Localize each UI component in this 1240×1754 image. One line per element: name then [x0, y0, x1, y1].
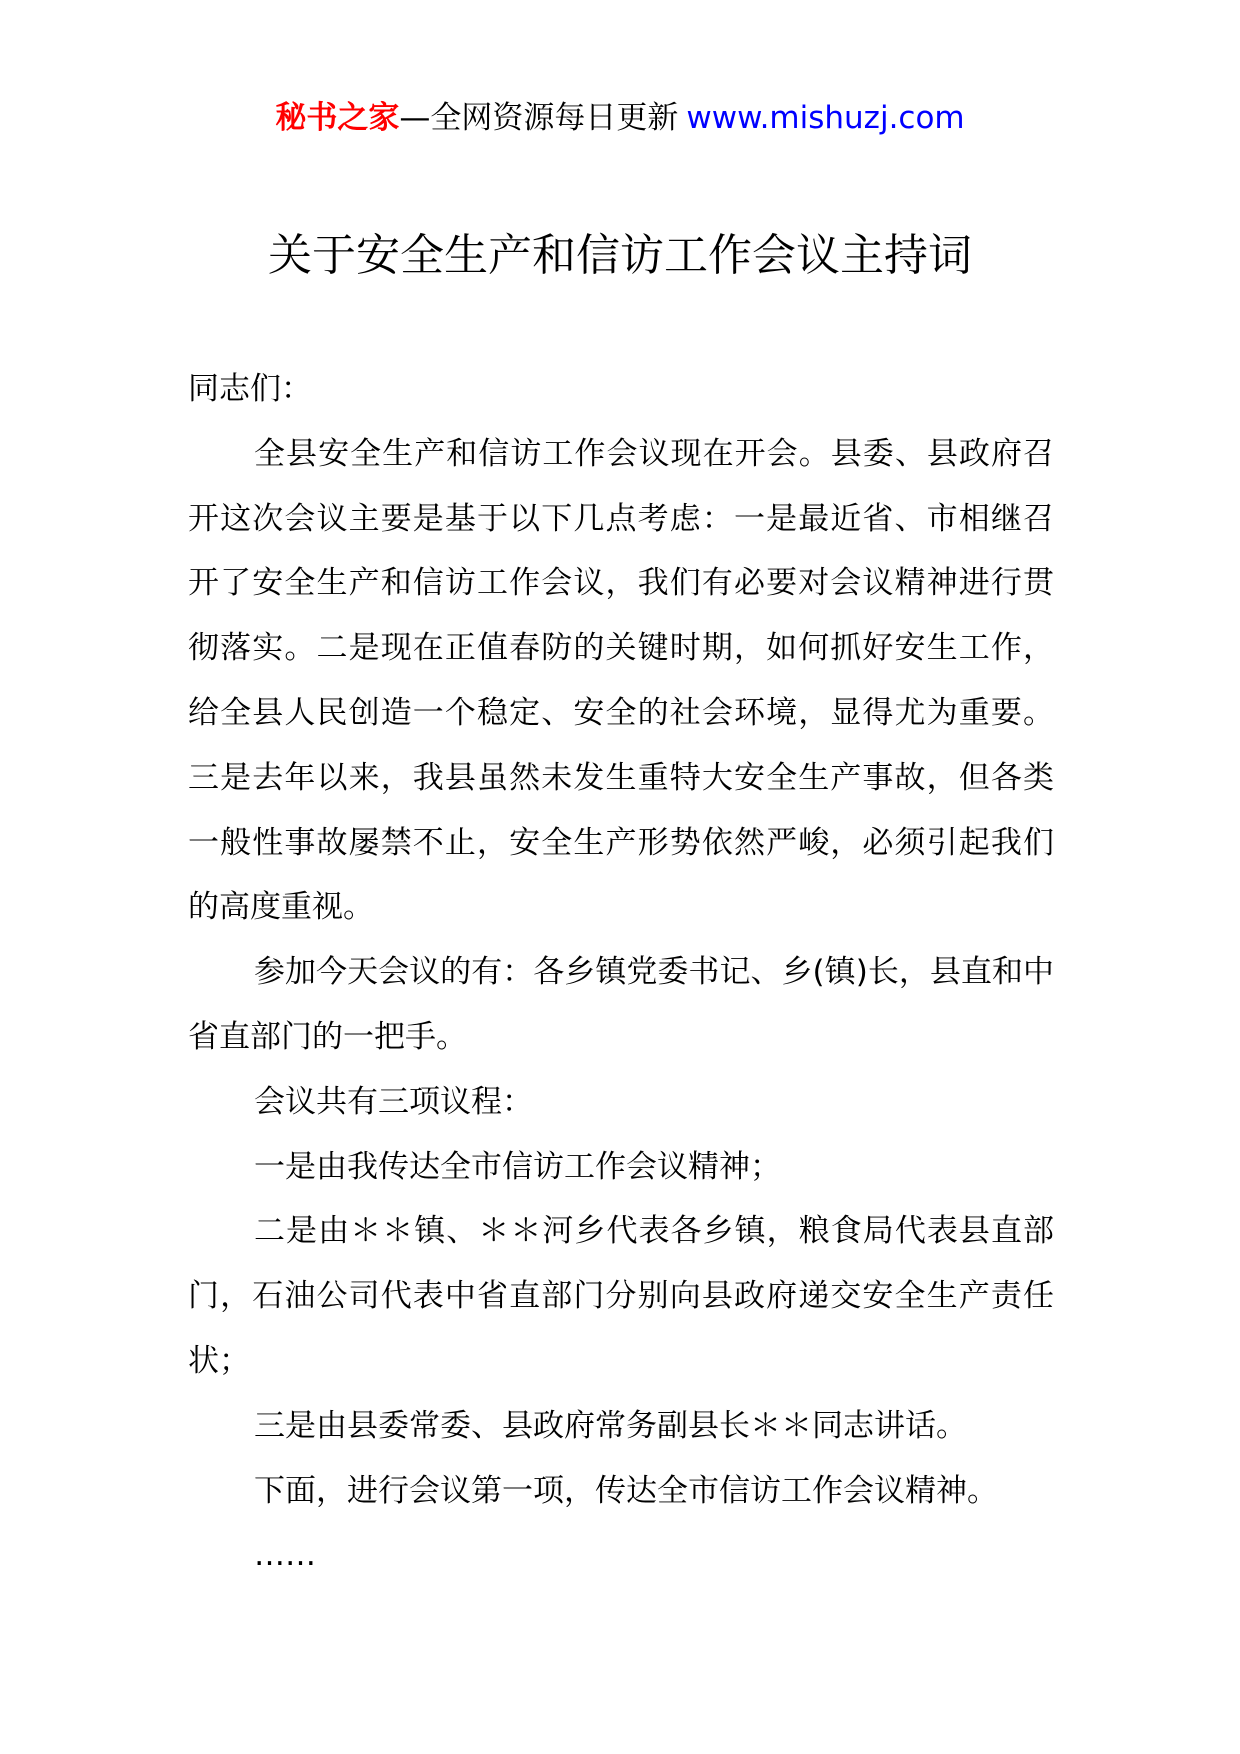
paragraph-attendees: 参加今天会议的有：各乡镇党委书记、乡(镇)长，县直和中省直部门的一把手。 — [188, 954, 1054, 1055]
document-title: 关于安全生产和信访工作会议主持词 — [268, 230, 972, 281]
paragraph-ellipsis: …… — [254, 1537, 316, 1574]
site-url-link[interactable]: www.mishuzj.com — [686, 100, 965, 136]
site-brand: 秘书之家 — [275, 100, 400, 136]
paragraph-agenda-item-1: 一是由我传达全市信访工作会议精神； — [254, 1148, 781, 1185]
site-tagline: —全网资源每日更新 — [399, 100, 679, 136]
paragraph-first-item: 下面，进行会议第一项，传达全市信访工作会议精神。 — [254, 1472, 998, 1509]
paragraph-intro: 全县安全生产和信访工作会议现在开会。县委、县政府召开这次会议主要是基于以下几点考虑：一是最近省、市相继召开了安全生产和信访工作会议，我们有必要对会议精神进行贯彻落实。二是现在正值春防的关键时期，如何抓好安生工作，给全县人民创造一个稳定、安全的社会环境，显得尤为重要。三是去年以来，我县虽然未发生重特大安全生产事故，但各类一般性事故屡禁不止，安全生产形势依然严峻，必须引起我们的高度重视。 — [188, 435, 1054, 926]
paragraph-agenda-item-3: 三是由县委常委、县政府常务副县长＊＊同志讲话。 — [254, 1407, 967, 1444]
document-body — [188, 357, 1054, 1588]
site-header — [0, 98, 1240, 138]
paragraph-agenda-item-2: 二是由＊＊镇、＊＊河乡代表各乡镇，粮食局代表县直部门，石油公司代表中省直部门分别向县政府递交安全生产责任状； — [188, 1213, 1054, 1379]
salutation: 同志们： — [188, 371, 312, 407]
paragraph-agenda-heading: 会议共有三项议程： — [254, 1083, 533, 1120]
